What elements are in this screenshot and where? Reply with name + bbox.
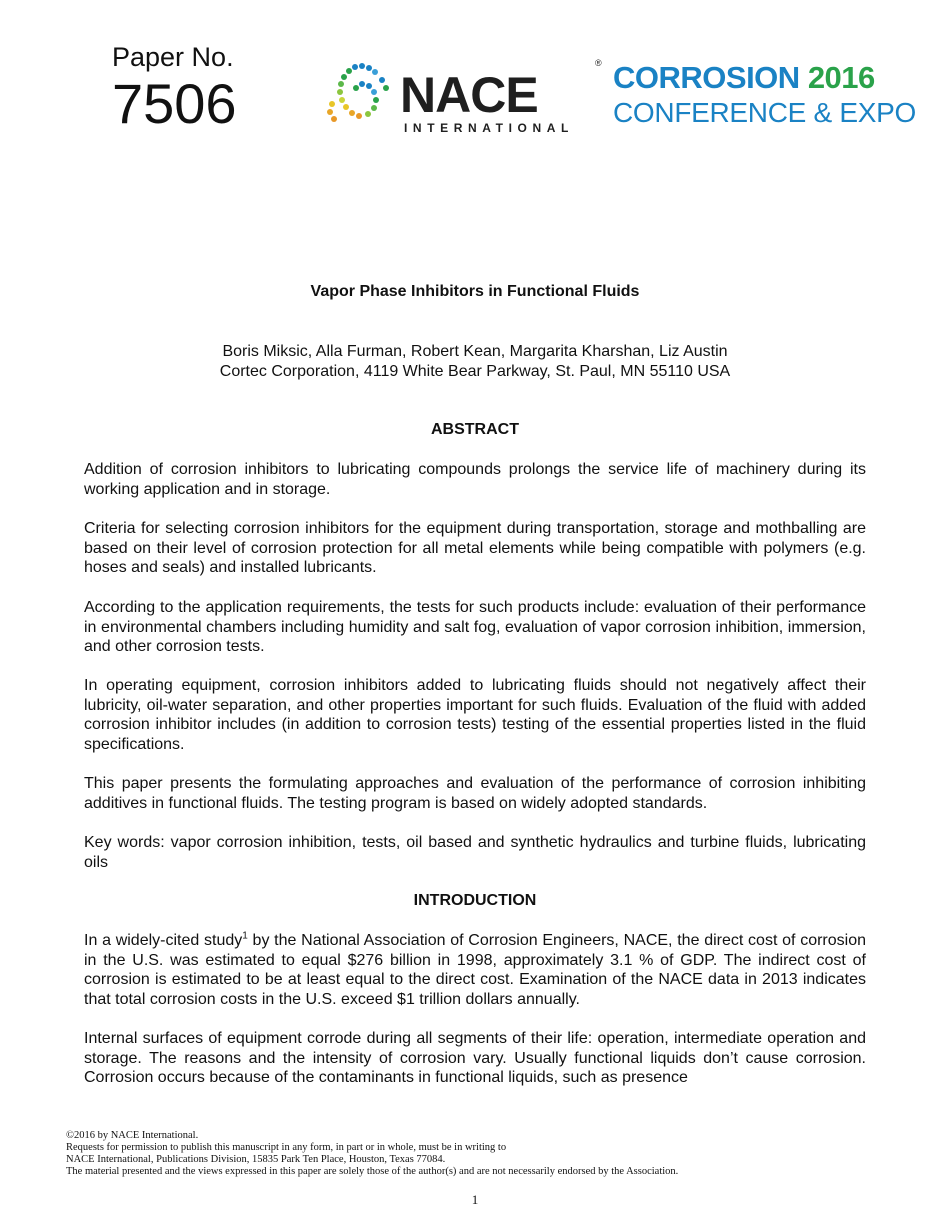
author-block — [84, 342, 866, 382]
introduction-paragraph: In a widely-cited study$^1$ by the National Association of Corrosion Engineers, NACE, the direct cost of corrosion in the U.S. was estimated to equal $276 billion in 1998, approximately 3.1 % of GDP. The indirect cost of corrosion is estimated to be at least equal to the direct cost. Examination of the NACE data in 2013 indicates that total corrosion costs in the U.S. exceed $1 trillion dollars annually. — [84, 930, 866, 1008]
footer-line: Requests for permission to publish this manuscript in any form, in part or in whole, must be in writing to — [66, 1142, 507, 1153]
paper-title: Vapor Phase Inhibitors in Functional Fluids — [310, 283, 640, 300]
footer-line: The material presented and the views expressed in this paper are solely those of the author(s) and are not necessarily endorsed by the Association. — [66, 1166, 679, 1177]
abstract-paragraph: Addition of corrosion inhibitors to lubricating compounds prolongs the service life of machinery during its working application and in storage. — [84, 461, 866, 498]
author-affiliation: Cortec Corporation, 4119 White Bear Parkway, St. Paul, MN 55110 USA — [219, 363, 731, 380]
nace-international-logo — [322, 56, 602, 136]
paper-number: 7506 — [112, 72, 237, 135]
conference-subtitle: CONFERENCE & EXPO — [613, 97, 916, 128]
nace-logo-subtext: INTERNATIONAL — [404, 121, 574, 135]
abstract-paragraph: In operating equipment, corrosion inhibitors added to lubricating fluids should not negatively affect their lubricity, oil-water separation, and other properties important for such fluids. Evaluation of the fluid with added corrosion inhibitor includes (in addition to corrosion tests) testing of the essential properties listed in the fluid specifications. — [84, 677, 866, 753]
conference-name: CORROSION — [613, 60, 800, 95]
conference-year: 2016 — [807, 60, 875, 95]
author-names: Boris Miksic, Alla Furman, Robert Kean, Margarita Kharshan, Liz Austin — [222, 343, 728, 360]
nace-swirl-icon — [327, 63, 389, 122]
introduction-heading: INTRODUCTION — [413, 892, 537, 909]
abstract-paragraph: Criteria for selecting corrosion inhibitors for the equipment during transportation, storage and mothballing are based on their level of corrosion protection for all metal elements while being compatible with polymers (e.g. hoses and seals) and installed lubricants. — [84, 520, 866, 577]
abstract-paragraph: This paper presents the formulating approaches and evaluation of the performance of corrosion inhibiting additives in functional fluids. The testing program is based on widely adopted standards. — [84, 775, 866, 812]
copyright-footer — [66, 1130, 886, 1178]
footer-line: ©2016 by NACE International. — [66, 1130, 199, 1141]
page-number: 1 — [471, 1192, 479, 1207]
citation-superscript: 1 — [242, 930, 248, 942]
abstract-heading: ABSTRACT — [431, 421, 519, 438]
nace-logo-text: NACE — [400, 67, 538, 123]
registered-mark: ® — [595, 58, 602, 68]
abstract-paragraph: According to the application requirements, the tests for such products include: evaluation of their performance in environmental chambers including humidity and salt fog, evaluation of vapor corrosion inhibition, immersion, and other corrosion tests. — [84, 599, 866, 656]
introduction-paragraph: Internal surfaces of equipment corrode during all segments of their life: operation, intermediate operation and storage. The reasons and the intensity of corrosion vary. Usually functional liquids don’t cause corrosion. Corrosion occurs because of the contaminants in functional liquids, such as presence — [84, 1030, 866, 1087]
conference-banner — [613, 62, 916, 127]
footer-line: NACE International, Publications Division, 15835 Park Ten Place, Houston, Texas 77084. — [66, 1154, 446, 1165]
paper-number-label: Paper No. — [112, 42, 234, 72]
keywords-paragraph: Key words: vapor corrosion inhibition, tests, oil based and synthetic hydraulics and turbine fluids, lubricating oils — [84, 834, 866, 871]
